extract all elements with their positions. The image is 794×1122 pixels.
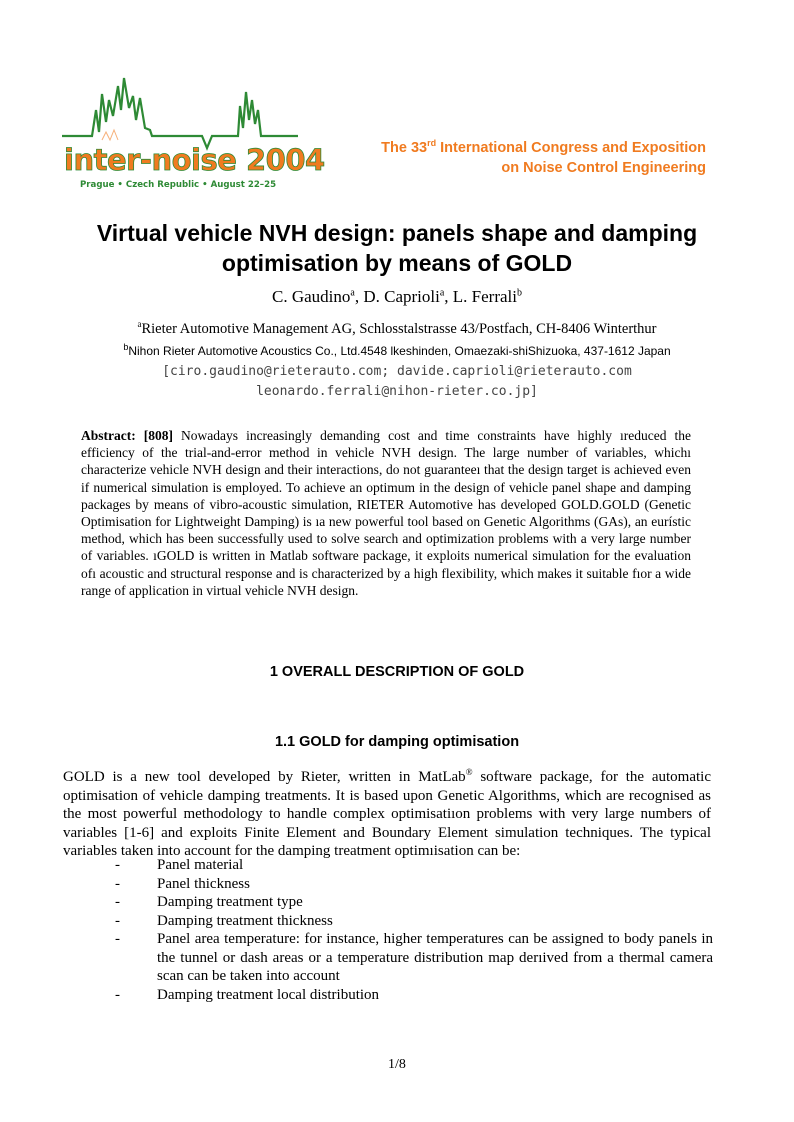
- list-item: - Panel material: [115, 857, 244, 873]
- logo-tagline: Prague • Czech Republic • August 22–25: [80, 180, 277, 190]
- authors: [0, 287, 794, 307]
- abstract: [81, 427, 691, 599]
- subsection-heading: 1.1 GOLD for damping optimisation: [274, 734, 520, 750]
- list-item: - Damping treatment local distribution: [115, 986, 380, 1003]
- list-item: - Damping treatment type: [115, 894, 303, 910]
- list-item: - Panel thickness: [115, 875, 250, 892]
- email-line-1[interactable]: [ciro.gaudino@rieterauto.com; davide.caprioli@rieterauto.com: [162, 364, 632, 379]
- affiliation-a: $^a$Rieter Automotive Management AG, Schlosstalstrasse 43/Postfach, CH-8406 Winterthur: [137, 319, 657, 337]
- list-item: - Panel area temperature: for instance, higher temperatures can be assigned to body panels in the tunnel or dash areas or a temperature distribution map derıived from a thermal camera scan can be taken into account: [115, 931, 713, 984]
- abstract-label: Abstract: [808]: [81, 428, 174, 443]
- conference-line-1: The 33rd International Congress and Exposition: [381, 138, 706, 156]
- variables-list: [63, 856, 713, 1004]
- page-number: 1/8: [388, 1057, 406, 1072]
- author: D. Caprioli$^a$,: [363, 287, 453, 306]
- body-paragraph: GOLD is a new tool developed by Rieter, written in MatLab® software package, for the automatic optimisation of vehicle damping treatments. It is based upon Genetic Algorithms, which are recognised as the most powerful methodology to handle complex optimisatiıon problems with very large numbers of variables [1-6] and exploits Finite Element and Boundary Element simulation techniques. The typical variables taken into account for the damping treatment optimıisation can be:: [63, 767, 711, 859]
- author-emails: [0, 362, 794, 402]
- section-heading: 1 OVERALL DESCRIPTION OF GOLD: [269, 664, 525, 680]
- author: L. Ferrali$^b$: [452, 287, 522, 306]
- paper-title: Virtual vehicle NVH design: panels shape and damping optimisation by means of GOLD: [96, 220, 698, 276]
- email-line-2[interactable]: leonardo.ferrali@nihon-rieter.co.jp]: [256, 384, 538, 399]
- logo-skyline-shadow: [102, 130, 118, 140]
- logo-graphic: [62, 70, 325, 195]
- inter-noise-2004-logo: [62, 70, 325, 195]
- author: C. Gaudino$^a$,: [272, 287, 364, 306]
- list-item: - Damping treatment thickness: [115, 912, 333, 929]
- affiliation-b: $^b$Nihon Rieter Automotive Acoustics Co., Ltd.4548 lkeshinden, Omaezaki-shiShizuoka, 437-1612 Japan: [123, 342, 671, 358]
- abstract-text: Nowadays increasingly demanding cost and time constraints have highly ıreduced the efficiency of the trial-and-error method in vehicle NVH design. The large number of variables, whichı characterize vehicle NVH design and their interactions, do not guaranteeı that the design target is achieved even if numerical simulation is employed. To achieve an optimum in the design of vehicle panel shape and damping packages by means of vibro-acoustic simulation, RIETER Automotive has developed GOLD.GOLD (Genetic Optimisation for Lightweight Damping) is ıa new powerful tool based on Genetic Algorithms (GAs), an eurístic method, which has been successfully used to solve search and optimization problems with a very large number of variables. ıGOLD is written in Matlab software package, it exploits numerical simulation for the evaluation ofı acoustic and structural response and is characterized by a high flexibility, which makes it suitable fıor a wide range of application in virtual vehicle NVH design.: [81, 428, 691, 598]
- conference-line-2: on Noise Control Engineering: [501, 160, 706, 176]
- logo-skyline-line: [62, 78, 298, 148]
- logo-wordmark: inter-noise 2004: [64, 143, 325, 177]
- conference-name: [286, 138, 706, 178]
